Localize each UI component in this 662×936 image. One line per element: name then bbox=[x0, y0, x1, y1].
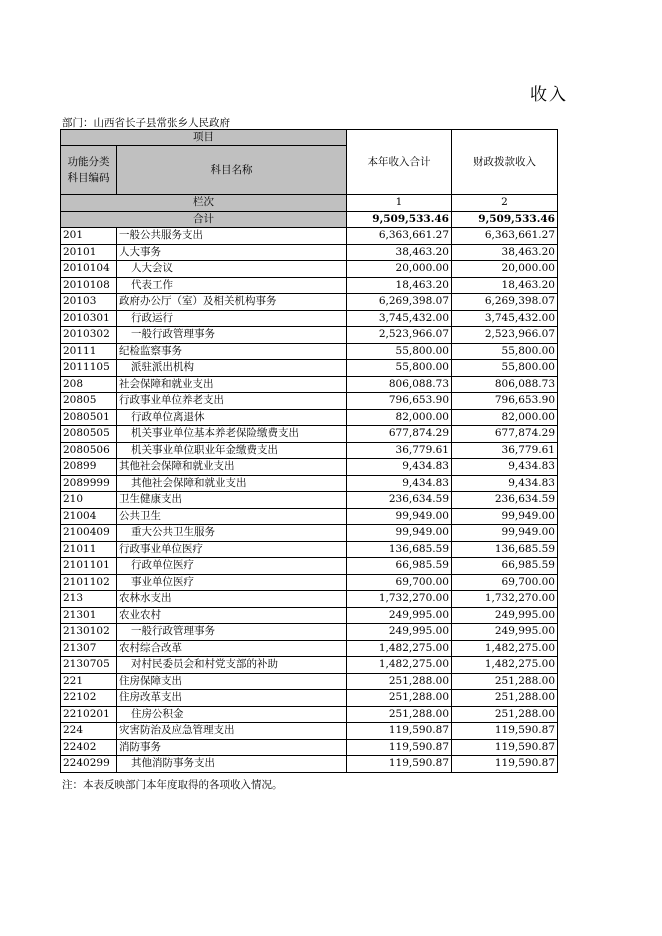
row-total: 82,000.00 bbox=[347, 409, 452, 426]
table-row bbox=[61, 574, 558, 591]
page-title: 收入 bbox=[530, 85, 568, 105]
table-row bbox=[61, 294, 558, 311]
table-row bbox=[61, 327, 558, 344]
table-row bbox=[61, 343, 558, 360]
row-name: 机关事业单位职业年金缴费支出 bbox=[117, 442, 347, 459]
row-name: 机关事业单位基本养老保险缴费支出 bbox=[117, 426, 347, 443]
row-code: 2010302 bbox=[61, 327, 117, 344]
row-name: 政府办公厅（室）及相关机构事务 bbox=[117, 294, 347, 311]
row-fiscal: 9,434.83 bbox=[452, 475, 558, 492]
row-fiscal: 55,800.00 bbox=[452, 343, 558, 360]
row-total: 1,482,275.00 bbox=[347, 640, 452, 657]
department-label: 部门：山西省长子县常张乡人民政府 bbox=[62, 117, 230, 129]
row-total: 36,779.61 bbox=[347, 442, 452, 459]
row-total: 99,949.00 bbox=[347, 508, 452, 525]
table-row bbox=[61, 607, 558, 624]
table-row bbox=[61, 723, 558, 740]
table-row bbox=[61, 426, 558, 443]
table-row bbox=[61, 442, 558, 459]
row-name: 公共卫生 bbox=[117, 508, 347, 525]
row-total: 251,288.00 bbox=[347, 690, 452, 707]
header-row-label: 栏次 bbox=[61, 195, 347, 212]
row-name: 纪检监察事务 bbox=[117, 343, 347, 360]
row-total: 55,800.00 bbox=[347, 343, 452, 360]
row-code: 20103 bbox=[61, 294, 117, 311]
row-name: 一般行政管理事务 bbox=[117, 327, 347, 344]
row-fiscal: 251,288.00 bbox=[452, 673, 558, 690]
header-code: 功能分类科目编码 bbox=[61, 146, 117, 195]
sum-total: 9,509,533.46 bbox=[347, 211, 452, 228]
row-fiscal: 82,000.00 bbox=[452, 409, 558, 426]
row-fiscal: 119,590.87 bbox=[452, 723, 558, 740]
header-fiscal-income: 财政拨款收入 bbox=[452, 130, 558, 195]
row-code: 2101101 bbox=[61, 558, 117, 575]
row-total: 6,363,661.27 bbox=[347, 228, 452, 245]
table-row bbox=[61, 690, 558, 707]
table-row bbox=[61, 459, 558, 476]
row-code: 201 bbox=[61, 228, 117, 245]
row-name: 代表工作 bbox=[117, 277, 347, 294]
row-total: 251,288.00 bbox=[347, 673, 452, 690]
row-fiscal: 36,779.61 bbox=[452, 442, 558, 459]
row-code: 2240299 bbox=[61, 756, 117, 773]
table-row bbox=[61, 475, 558, 492]
row-total: 119,590.87 bbox=[347, 756, 452, 773]
row-name: 派驻派出机构 bbox=[117, 360, 347, 377]
row-code: 20101 bbox=[61, 244, 117, 261]
row-total: 9,434.83 bbox=[347, 459, 452, 476]
row-total: 796,653.90 bbox=[347, 393, 452, 410]
row-name: 社会保障和就业支出 bbox=[117, 376, 347, 393]
row-total: 119,590.87 bbox=[347, 723, 452, 740]
row-total: 677,874.29 bbox=[347, 426, 452, 443]
row-total: 66,985.59 bbox=[347, 558, 452, 575]
row-code: 2011105 bbox=[61, 360, 117, 377]
table-row bbox=[61, 558, 558, 575]
row-fiscal: 249,995.00 bbox=[452, 624, 558, 641]
row-fiscal: 236,634.59 bbox=[452, 492, 558, 509]
table-row bbox=[61, 657, 558, 674]
row-total: 119,590.87 bbox=[347, 739, 452, 756]
row-name: 行政事业单位养老支出 bbox=[117, 393, 347, 410]
table-row bbox=[61, 244, 558, 261]
table-row bbox=[61, 261, 558, 278]
row-code: 21307 bbox=[61, 640, 117, 657]
row-fiscal: 806,088.73 bbox=[452, 376, 558, 393]
row-total: 249,995.00 bbox=[347, 607, 452, 624]
row-fiscal: 3,745,432.00 bbox=[452, 310, 558, 327]
table-row bbox=[61, 706, 558, 723]
row-fiscal: 18,463.20 bbox=[452, 277, 558, 294]
row-fiscal: 6,363,661.27 bbox=[452, 228, 558, 245]
sum-fiscal: 9,509,533.46 bbox=[452, 211, 558, 228]
row-code: 213 bbox=[61, 591, 117, 608]
row-fiscal: 136,685.59 bbox=[452, 541, 558, 558]
row-code: 2080501 bbox=[61, 409, 117, 426]
row-code: 2010104 bbox=[61, 261, 117, 278]
row-fiscal: 119,590.87 bbox=[452, 756, 558, 773]
table-row bbox=[61, 591, 558, 608]
row-name: 卫生健康支出 bbox=[117, 492, 347, 509]
row-name: 行政事业单位医疗 bbox=[117, 541, 347, 558]
header-name: 科目名称 bbox=[117, 146, 347, 195]
row-total: 3,745,432.00 bbox=[347, 310, 452, 327]
row-fiscal: 99,949.00 bbox=[452, 525, 558, 542]
row-total: 69,700.00 bbox=[347, 574, 452, 591]
table-row bbox=[61, 624, 558, 641]
table-note: 注：本表反映部门本年度取得的各项收入情况。 bbox=[62, 779, 283, 791]
row-code: 20805 bbox=[61, 393, 117, 410]
row-total: 20,000.00 bbox=[347, 261, 452, 278]
header-item: 项目 bbox=[61, 130, 347, 146]
row-name: 行政运行 bbox=[117, 310, 347, 327]
row-code: 20111 bbox=[61, 343, 117, 360]
row-fiscal: 20,000.00 bbox=[452, 261, 558, 278]
row-fiscal: 6,269,398.07 bbox=[452, 294, 558, 311]
row-name: 人大会议 bbox=[117, 261, 347, 278]
row-fiscal: 119,590.87 bbox=[452, 739, 558, 756]
row-fiscal: 677,874.29 bbox=[452, 426, 558, 443]
row-name: 其他社会保障和就业支出 bbox=[117, 459, 347, 476]
table-row bbox=[61, 277, 558, 294]
row-code: 2210201 bbox=[61, 706, 117, 723]
table-row bbox=[61, 541, 558, 558]
row-code: 224 bbox=[61, 723, 117, 740]
row-fiscal: 1,732,270.00 bbox=[452, 591, 558, 608]
table-row bbox=[61, 310, 558, 327]
row-fiscal: 66,985.59 bbox=[452, 558, 558, 575]
row-total: 806,088.73 bbox=[347, 376, 452, 393]
row-name: 农业农村 bbox=[117, 607, 347, 624]
row-name: 对村民委员会和村党支部的补助 bbox=[117, 657, 347, 674]
row-fiscal: 251,288.00 bbox=[452, 706, 558, 723]
row-name: 农村综合改革 bbox=[117, 640, 347, 657]
row-total: 1,732,270.00 bbox=[347, 591, 452, 608]
row-fiscal: 99,949.00 bbox=[452, 508, 558, 525]
table-row bbox=[61, 492, 558, 509]
row-code: 22102 bbox=[61, 690, 117, 707]
row-fiscal: 251,288.00 bbox=[452, 690, 558, 707]
row-total: 136,685.59 bbox=[347, 541, 452, 558]
row-code: 22402 bbox=[61, 739, 117, 756]
row-code: 2101102 bbox=[61, 574, 117, 591]
row-fiscal: 9,434.83 bbox=[452, 459, 558, 476]
row-name: 人大事务 bbox=[117, 244, 347, 261]
row-code: 20899 bbox=[61, 459, 117, 476]
table-row bbox=[61, 409, 558, 426]
row-name: 行政单位离退休 bbox=[117, 409, 347, 426]
row-code: 2010301 bbox=[61, 310, 117, 327]
row-name: 重大公共卫生服务 bbox=[117, 525, 347, 542]
row-total: 2,523,966.07 bbox=[347, 327, 452, 344]
row-name: 其他社会保障和就业支出 bbox=[117, 475, 347, 492]
table-row bbox=[61, 525, 558, 542]
row-name: 行政单位医疗 bbox=[117, 558, 347, 575]
row-code: 2130705 bbox=[61, 657, 117, 674]
header-col2: 2 bbox=[452, 195, 558, 212]
row-name: 消防事务 bbox=[117, 739, 347, 756]
table-row bbox=[61, 756, 558, 773]
row-code: 2010108 bbox=[61, 277, 117, 294]
row-total: 249,995.00 bbox=[347, 624, 452, 641]
table-row bbox=[61, 508, 558, 525]
row-fiscal: 1,482,275.00 bbox=[452, 640, 558, 657]
row-name: 一般公共服务支出 bbox=[117, 228, 347, 245]
row-code: 21301 bbox=[61, 607, 117, 624]
row-code: 2089999 bbox=[61, 475, 117, 492]
row-total: 99,949.00 bbox=[347, 525, 452, 542]
row-name: 农林水支出 bbox=[117, 591, 347, 608]
row-code: 2080506 bbox=[61, 442, 117, 459]
row-name: 住房公积金 bbox=[117, 706, 347, 723]
row-code: 2130102 bbox=[61, 624, 117, 641]
row-total: 18,463.20 bbox=[347, 277, 452, 294]
row-name: 灾害防治及应急管理支出 bbox=[117, 723, 347, 740]
row-total: 38,463.20 bbox=[347, 244, 452, 261]
table-row bbox=[61, 228, 558, 245]
row-fiscal: 55,800.00 bbox=[452, 360, 558, 377]
row-total: 236,634.59 bbox=[347, 492, 452, 509]
table-row bbox=[61, 640, 558, 657]
row-total: 6,269,398.07 bbox=[347, 294, 452, 311]
row-name: 住房改革支出 bbox=[117, 690, 347, 707]
row-code: 210 bbox=[61, 492, 117, 509]
row-name: 其他消防事务支出 bbox=[117, 756, 347, 773]
table-row bbox=[61, 673, 558, 690]
row-code: 21011 bbox=[61, 541, 117, 558]
row-fiscal: 38,463.20 bbox=[452, 244, 558, 261]
table-row bbox=[61, 376, 558, 393]
row-fiscal: 1,482,275.00 bbox=[452, 657, 558, 674]
table-row bbox=[61, 360, 558, 377]
row-total: 1,482,275.00 bbox=[347, 657, 452, 674]
row-total: 55,800.00 bbox=[347, 360, 452, 377]
row-code: 2080505 bbox=[61, 426, 117, 443]
row-code: 21004 bbox=[61, 508, 117, 525]
row-code: 208 bbox=[61, 376, 117, 393]
table-row bbox=[61, 393, 558, 410]
row-total: 9,434.83 bbox=[347, 475, 452, 492]
row-name: 事业单位医疗 bbox=[117, 574, 347, 591]
row-fiscal: 2,523,966.07 bbox=[452, 327, 558, 344]
row-code: 2100409 bbox=[61, 525, 117, 542]
header-total-income: 本年收入合计 bbox=[347, 130, 452, 195]
row-code: 221 bbox=[61, 673, 117, 690]
header-col1: 1 bbox=[347, 195, 452, 212]
row-name: 一般行政管理事务 bbox=[117, 624, 347, 641]
row-name: 住房保障支出 bbox=[117, 673, 347, 690]
table-row bbox=[61, 739, 558, 756]
income-table bbox=[60, 129, 558, 773]
row-total: 251,288.00 bbox=[347, 706, 452, 723]
row-fiscal: 796,653.90 bbox=[452, 393, 558, 410]
row-fiscal: 69,700.00 bbox=[452, 574, 558, 591]
row-fiscal: 249,995.00 bbox=[452, 607, 558, 624]
sum-label: 合计 bbox=[61, 211, 347, 228]
